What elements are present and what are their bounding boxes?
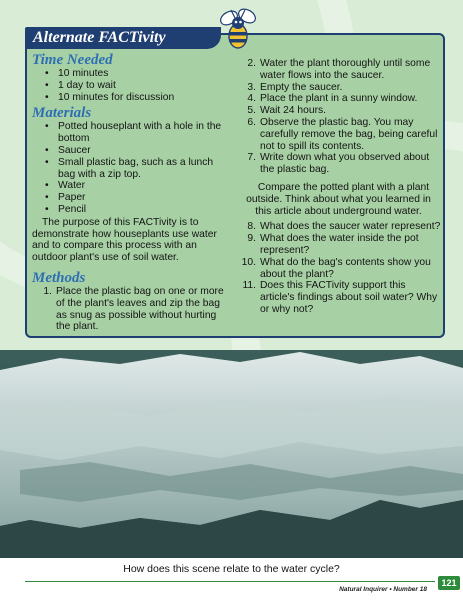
list-item (236, 117, 441, 152)
list-item (236, 58, 441, 82)
compare-paragraph: Compare the potted plant with a plant outside. Think about what you learned in this article about underground water. (246, 181, 431, 217)
question-number: 10. (241, 256, 256, 268)
step-text: Water the plant thoroughly until some water flows into the saucer. (260, 58, 431, 81)
right-column (236, 58, 441, 316)
list-item (236, 152, 441, 176)
question-text: What does the water inside the pot represent? (260, 233, 419, 256)
list-item: • 10 minutes for discussion (58, 92, 228, 104)
page-number-badge: 121 (438, 576, 460, 590)
list-item: • 1 day to wait (58, 80, 228, 92)
step-text: Empty the saucer. (260, 81, 343, 93)
materials-list (32, 121, 228, 215)
methods-list-right (236, 58, 441, 176)
list-item: • Potted houseplant with a hole in the bottom (58, 121, 228, 145)
step-number: 3. (247, 81, 256, 93)
question-text: Does this FACTivity support this article's findings about soil water? Why or why not? (260, 280, 438, 315)
step-number: 1. (43, 285, 52, 297)
list-item: • Paper (58, 192, 228, 204)
question-text: What do the bag's contents show you about the plant? (260, 256, 431, 280)
step-text: Place the plastic bag on one or more of the plant's leaves and zip the bag as snug as possible without hurting the plant. (56, 285, 224, 333)
bee-mascot-icon (217, 6, 259, 52)
step-text: Wait 24 hours. (260, 105, 327, 117)
step-number: 4. (247, 93, 256, 105)
question-text: What does the saucer water represent? (260, 221, 441, 233)
list-item (236, 93, 441, 105)
question-number: 11. (242, 280, 256, 292)
list-item: • Saucer (58, 145, 228, 157)
list-item: • Small plastic bag, such as a lunch bag with a zip top. (58, 157, 228, 181)
list-item (236, 221, 441, 233)
time-needed-heading: Time Needed (32, 52, 113, 68)
question-number: 9. (247, 233, 256, 245)
left-column (32, 52, 228, 333)
list-item (236, 280, 441, 315)
step-number: 5. (247, 105, 256, 117)
methods-heading: Methods (32, 269, 86, 286)
materials-heading: Materials (32, 105, 92, 122)
list-item: • 10 minutes (58, 68, 228, 80)
step-number: 2. (247, 58, 256, 69)
step-number: 6. (247, 116, 256, 128)
list-item (236, 233, 441, 257)
footer-rule (25, 581, 435, 582)
question-number: 8. (247, 221, 256, 233)
purpose-paragraph: The purpose of this FACTivity is to demonstrate how houseplants use water and to compare this process with an outdoor plant's use of soil water. (32, 216, 217, 264)
list-item (32, 286, 228, 333)
list-item (236, 257, 441, 281)
step-text: Observe the plastic bag. You may carefully remove the bag, being careful not to spill its contents. (260, 116, 438, 152)
step-number: 7. (247, 152, 256, 164)
glacier-photo (0, 350, 463, 558)
list-item: • Pencil (58, 204, 228, 216)
step-text: Place the plant in a sunny window. (260, 93, 418, 105)
questions-list (236, 221, 441, 315)
factivity-banner (25, 27, 221, 49)
step-text: Write down what you observed about the plastic bag. (260, 152, 430, 176)
list-item: • Water (58, 180, 228, 192)
footer-publication: Natural Inquirer • Number 18 (339, 586, 427, 593)
banner-title: Alternate FACTivity (33, 29, 166, 46)
list-item (236, 105, 441, 117)
list-item (236, 82, 441, 94)
photo-caption: How does this scene relate to the water cycle? (123, 563, 340, 575)
methods-list-left (32, 286, 228, 333)
time-needed-list (32, 68, 228, 103)
